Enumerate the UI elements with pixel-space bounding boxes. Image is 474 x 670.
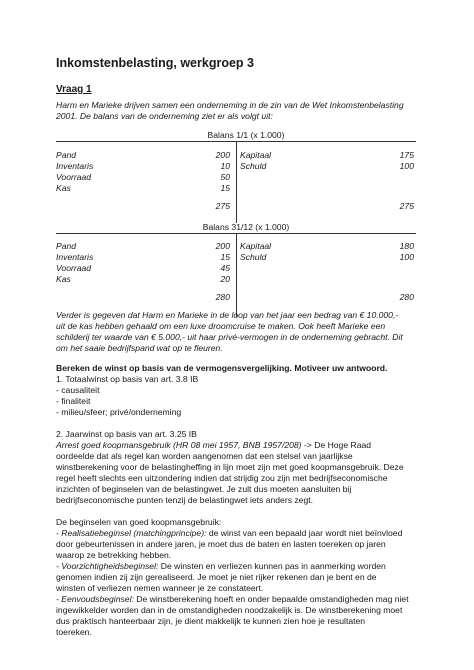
answer-line: oordeelde dat als regel kan worden aangenomen dat een stelsel van jaarlijkse bbox=[56, 451, 353, 461]
intro-line: Harm en Marieke drijven samen een onderneming in de zin van de Wet Inkomstenbelasting bbox=[56, 100, 404, 110]
assignment-question: Bereken de winst op basis van de vermogensvergelijking. Motiveer uw antwoord. bbox=[56, 363, 388, 373]
balance-2-left-value: 20 bbox=[220, 274, 230, 284]
balance-2-left-label: Kas bbox=[56, 274, 71, 284]
balance-2-right-value: 180 bbox=[399, 241, 414, 251]
arrest-text: -> De Hoge Raad bbox=[301, 440, 372, 450]
principle-text: de winst van een bepaald jaar wordt niet beïnvloed bbox=[206, 528, 403, 538]
answer-line: 2. Jaarwinst op basis van art. 3.25 IB bbox=[56, 429, 197, 439]
balance-1-right-value: 100 bbox=[399, 161, 414, 171]
given-line: schilderij ter waarde van € 5.000,- uit haar privé-vermogen in de onderneming gebracht. Dit bbox=[56, 332, 403, 342]
principle-name: - Realisatiebeginsel (matchingprincipe): bbox=[56, 528, 207, 538]
balance-1-total-right: 275 bbox=[399, 201, 414, 211]
answer-line bbox=[56, 440, 421, 451]
answer-line: 1. Totaalwinst op basis van art. 3.8 IB bbox=[56, 374, 199, 384]
principle-name: - Voorzichtigheidsbeginsel: bbox=[56, 561, 159, 571]
balance-2-left-label: Pand bbox=[56, 241, 77, 251]
balance-1-left-value: 200 bbox=[215, 150, 230, 160]
answer-line: inzichten of beginselen van de belastingwet. Je zult dus moeten aansluiten bij bbox=[56, 484, 352, 494]
balance-2-right-label: Kapitaal bbox=[240, 241, 272, 251]
principle-line: door gebeurtenissen in andere jaren, je moet dus de baten en lasten toereken op jaren bbox=[56, 539, 386, 549]
balance-2-left-value: 200 bbox=[215, 241, 230, 251]
balance-2-total-right: 280 bbox=[399, 292, 414, 302]
balance-1-right-label: Kapitaal bbox=[240, 150, 272, 160]
principle-line: toereken. bbox=[56, 627, 92, 637]
principle-line bbox=[56, 528, 421, 539]
answer-line: - milieu/sfeer; privé/onderneming bbox=[56, 407, 182, 417]
balance-1-left-label: Kas bbox=[56, 183, 71, 193]
given-paragraph bbox=[56, 310, 421, 354]
intro-paragraph bbox=[56, 100, 421, 122]
principles-heading: De beginselen van goed koopmansgebruik: bbox=[56, 517, 222, 527]
page-title: Inkomstenbelasting, werkgroep 3 bbox=[56, 56, 254, 70]
answer-line: - finaliteit bbox=[56, 396, 91, 406]
question-heading: Vraag 1 bbox=[56, 84, 92, 95]
balance-2-right-value: 100 bbox=[399, 252, 414, 262]
balance-1-divider bbox=[236, 141, 237, 223]
principle-text: De winstberekening hoeft en onder bepaalde omstandigheden mag niet bbox=[133, 594, 409, 604]
principle-line: winsten of verliezen nemen wanneer je ze constateert. bbox=[56, 583, 264, 593]
principle-line bbox=[56, 561, 421, 572]
answer-line: winstberekening voor de belastingheffing in lijn moet zijn met goed koopmansgebruik. Deze bbox=[56, 462, 404, 472]
principle-line: ingewikkelder worden dan in de omstandigheden noodzakelijk is. De winstberekening moet bbox=[56, 605, 403, 615]
balance-2-left-value: 15 bbox=[220, 252, 230, 262]
principle-name: - Eenvoudsbeginsel: bbox=[56, 594, 134, 604]
principle-line: dus praktisch hanteerbaar zijn, je dient makkelijk te kunnen zien hoe je resultaten bbox=[56, 616, 366, 626]
principle-line: genomen indien zij zijn gerealiseerd. Je moet je niet rijker rekenen dan je bent en de bbox=[56, 572, 377, 582]
balance-1-title: Balans 1/1 (x 1.000) bbox=[207, 130, 285, 140]
balance-2-left-label: Inventaris bbox=[56, 252, 94, 262]
balance-1-right-value: 175 bbox=[399, 150, 414, 160]
balance-2-left-value: 45 bbox=[220, 263, 230, 273]
balance-1-right-label: Schuld bbox=[240, 161, 267, 171]
balance-2-title: Balans 31/12 (x 1.000) bbox=[202, 222, 290, 232]
balance-1-left-value: 50 bbox=[220, 172, 230, 182]
principle-line: waarop ze betrekking hebben. bbox=[56, 550, 172, 560]
balance-1-left-value: 10 bbox=[220, 161, 230, 171]
given-line: uit de kas hebben gehaald om een luxe droomcruise te maken. Ook heeft Marieke een bbox=[56, 321, 386, 331]
given-line: om het saaie bedrijfspand wat op te fleuren. bbox=[56, 343, 223, 353]
intro-line: 2001. De balans van de onderneming ziet er als volgt uit: bbox=[56, 111, 273, 121]
balance-1-left-label: Voorraad bbox=[56, 172, 92, 182]
balance-1-total-left: 275 bbox=[215, 201, 230, 211]
arrest-citation: Arrest goed koopmansgebruik (HR 08 mei 1957, BNB 1957/208) bbox=[56, 440, 302, 450]
given-line: Verder is gegeven dat Harm en Marieke in de loop van het jaar een bedrag van € 10.000,- bbox=[56, 310, 399, 320]
answer-line: - causaliteit bbox=[56, 385, 100, 395]
balance-2-total-left: 280 bbox=[215, 292, 230, 302]
answer-line: bedrijfseconomische punten tenzij de belastingwet iets anders zegt. bbox=[56, 495, 314, 505]
balance-2-left-label: Voorraad bbox=[56, 263, 92, 273]
balance-1-left-value: 15 bbox=[220, 183, 230, 193]
answer-section bbox=[56, 363, 421, 638]
balance-1-left-label: Pand bbox=[56, 150, 77, 160]
balance-1-left-label: Inventaris bbox=[56, 161, 94, 171]
principle-text: De winsten en verliezen kunnen pas in aanmerking worden bbox=[158, 561, 386, 571]
balance-2-right-label: Schuld bbox=[240, 252, 267, 262]
answer-line: regel heeft slechts een uitzondering indien dat strijdig zou zijn met bedrijfseconomische bbox=[56, 473, 388, 483]
principle-line bbox=[56, 594, 421, 605]
balance-2-divider bbox=[236, 233, 237, 317]
